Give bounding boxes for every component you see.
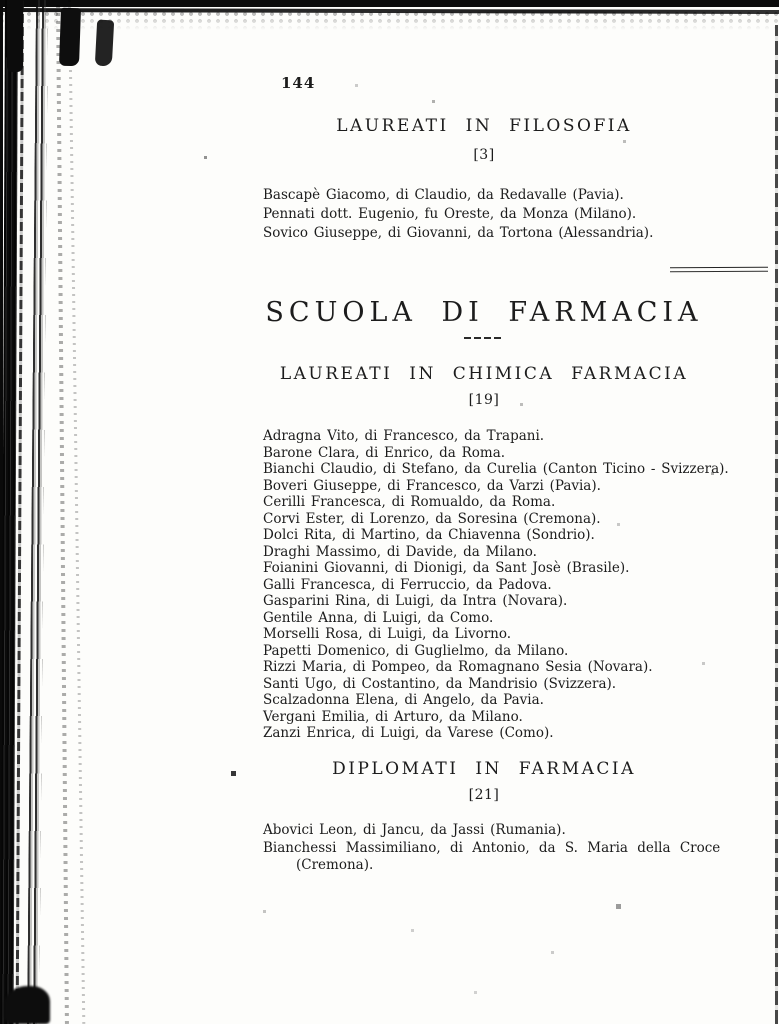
graduate-entry: Galli Francesca, di Ferruccio, da Padova. — [263, 576, 552, 593]
section-title-filosofia: LAUREATI IN FILOSOFIA — [336, 116, 632, 136]
scan-page-edge-band — [27, 0, 48, 1024]
scan-top-edge-bar — [0, 0, 779, 7]
page-number: 144 — [281, 74, 316, 92]
section-count-filosofia: [3] — [473, 147, 495, 163]
graduate-entry: Abovici Leon, di Jancu, da Jassi (Rumania). — [263, 822, 566, 838]
graduate-entry: Boveri Giuseppe, di Francesco, da Varzi (Pavia). — [263, 477, 601, 494]
graduate-entry: Pennati dott. Eugenio, fu Oreste, da Monza (Milano). — [263, 206, 637, 222]
school-title: SCUOLA DI FARMACIA — [265, 297, 703, 328]
graduate-entry: Dolci Rita, di Martino, da Chiavenna (Sondrio). — [263, 527, 595, 543]
graduate-entry: Cerilli Francesca, di Romualdo, da Roma. — [263, 494, 556, 510]
scan-bottom-smudge — [4, 986, 50, 1024]
dash-rule — [464, 337, 504, 339]
graduate-entry: Scalzadonna Elena, di Angelo, da Pavia. — [263, 692, 544, 708]
graduate-entry: Gentile Anna, di Luigi, da Como. — [263, 609, 494, 626]
graduate-entry: Bianchi Claudio, di Stefano, da Curelia (Canton Ticino - Svizzera). — [263, 461, 729, 477]
graduate-entry: Bascapè Giacomo, di Claudio, da Redavalle (Pavia). — [263, 187, 624, 203]
scan-gutter-streak — [16, 0, 24, 1024]
scan-top-edge-line — [0, 8, 779, 14]
double-rule-divider — [670, 267, 768, 273]
graduate-entry: (Cremona). — [296, 857, 374, 873]
section-title-diplomati: DIPLOMATI IN FARMACIA — [332, 759, 636, 779]
scan-right-edge-line — [775, 25, 778, 1024]
graduate-entry: Papetti Domenico, di Guglielmo, da Milano. — [263, 642, 569, 659]
scan-page-edge-speckle — [56, 0, 69, 1024]
graduate-entry: Corvi Ester, di Lorenzo, da Soresina (Cremona). — [263, 510, 601, 527]
graduate-entry: Foianini Giovanni, di Dionigi, da Sant Josè (Brasile). — [263, 560, 630, 576]
graduate-entry: Morselli Rosa, di Luigi, da Livorno. — [263, 626, 512, 642]
graduate-entry: Gasparini Rina, di Luigi, da Intra (Novara). — [263, 593, 568, 609]
graduate-entry: Santi Ugo, di Costantino, da Mandrisio (Svizzera). — [263, 675, 617, 692]
scan-corner-blob — [7, 0, 23, 72]
graduate-list-filosofia — [263, 186, 653, 243]
scan-top-dust — [0, 12, 779, 30]
scan-page-edge-speckle — [68, 0, 85, 1024]
section-count-diplomati: [21] — [468, 787, 500, 803]
section-title-chimica: LAUREATI IN CHIMICA FARMACIA — [279, 364, 689, 384]
graduate-list-chimica — [263, 428, 729, 742]
scan-corner-blob — [95, 20, 114, 67]
scan-gutter-band — [1, 0, 18, 1024]
scan-gutter-line — [0, 0, 3, 1024]
graduate-entry: Rizzi Maria, di Pompeo, da Romagnano Sesia (Novara). — [263, 659, 653, 675]
scan-corner-blob — [59, 8, 81, 67]
graduate-entry: Zanzi Enrica, di Luigi, da Varese (Como). — [263, 725, 554, 741]
scan-noise-specks — [0, 0, 1, 1]
section-count-chimica: [19] — [468, 392, 500, 408]
graduate-entry: Adragna Vito, di Francesco, da Trapani. — [263, 428, 545, 444]
graduate-entry: Vergani Emilia, di Arturo, da Milano. — [263, 708, 523, 725]
graduate-list-diplomati — [263, 822, 720, 875]
graduate-entry: Bianchessi Massimiliano, di Antonio, da S. Maria della Croce — [263, 839, 721, 856]
graduate-entry: Sovico Giuseppe, di Giovanni, da Tortona (Alessandria). — [263, 225, 654, 241]
graduate-entry: Barone Clara, di Enrico, da Roma. — [263, 444, 506, 461]
graduate-entry: Draghi Massimo, di Davide, da Milano. — [263, 543, 537, 560]
